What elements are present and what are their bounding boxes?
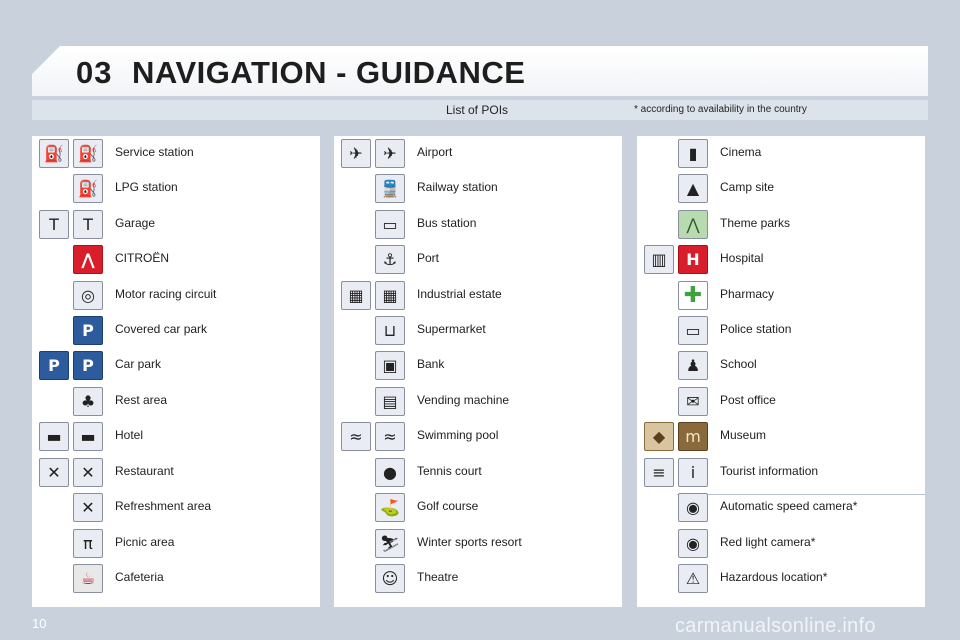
coffee-cup-icon: ☕	[73, 564, 103, 593]
poi-label: Theatre	[417, 570, 459, 584]
poi-label: Rest area	[115, 393, 168, 407]
museum-diamond-icon: ◆	[644, 422, 674, 451]
museum-m-icon: m	[678, 422, 708, 451]
poi-label: Hospital	[720, 251, 764, 265]
poi-label: Car park	[115, 357, 162, 371]
citroen-logo-icon: ⋀	[73, 245, 103, 274]
poi-row-vending	[334, 384, 622, 419]
poi-label: Vending machine	[417, 393, 510, 407]
poi-row-theatre	[334, 561, 622, 596]
poi-row-theme-parks	[637, 207, 925, 242]
poi-row-camp-site	[637, 171, 925, 206]
chapter-number: 03	[76, 55, 113, 90]
poi-label: Bus station	[417, 216, 477, 230]
poi-row-restaurant	[32, 455, 320, 490]
rest-area-icon: ♣	[73, 387, 103, 416]
poi-row-industrial	[334, 278, 622, 313]
skier-icon: ⛷	[375, 529, 405, 558]
poi-row-museum	[637, 419, 925, 454]
picnic-table-icon: π	[73, 529, 103, 558]
fuel-pump-icon: ⛽	[39, 139, 69, 168]
film-icon: ▮	[678, 139, 708, 168]
poi-label: Museum	[720, 428, 767, 442]
diver-icon: ≈	[341, 422, 371, 451]
poi-row-motor-racing	[32, 278, 320, 313]
poi-label: Police station	[720, 322, 792, 336]
poi-row-tourist-info	[637, 455, 925, 490]
hazard-warning-icon: ⚠	[678, 564, 708, 593]
train-icon: 🚆	[375, 174, 405, 203]
poi-panel-3	[637, 136, 925, 607]
poi-label: Cinema	[720, 145, 762, 159]
poi-label: Swimming pool	[417, 428, 499, 442]
bus-icon: ▭	[375, 210, 405, 239]
poi-row-citroen	[32, 242, 320, 277]
poi-label: Tennis court	[417, 464, 482, 478]
poi-label: Golf course	[417, 499, 479, 513]
covered-parking-icon: P	[73, 316, 103, 345]
poi-row-winter-sports	[334, 526, 622, 561]
parking-icon: P	[39, 351, 69, 380]
golf-icon: ⛳	[375, 493, 405, 522]
theme-park-icon: ⋀	[678, 210, 708, 239]
poi-panel-1	[32, 136, 320, 607]
poi-label: Port	[417, 251, 440, 265]
poi-row-speed-camera	[637, 490, 925, 525]
tent-icon: ▲	[678, 174, 708, 203]
poi-row-covered-car-park	[32, 313, 320, 348]
poi-label: Post office	[720, 393, 776, 407]
tennis-icon: ●	[375, 458, 405, 487]
airport-sign-icon: ✈	[341, 139, 371, 168]
pharmacy-cross-icon: ✚	[678, 281, 708, 310]
poi-row-golf	[334, 490, 622, 525]
ship-icon: ⚓	[375, 245, 405, 274]
plane-icon: ✈	[375, 139, 405, 168]
red-light-camera-icon: ◉	[678, 529, 708, 558]
poi-row-rest-area	[32, 384, 320, 419]
cutlery-icon: ✕	[39, 458, 69, 487]
info-icon: i	[678, 458, 708, 487]
poi-label: Winter sports resort	[417, 535, 522, 549]
poi-label: Cafeteria	[115, 570, 164, 584]
bank-icon: ▣	[375, 351, 405, 380]
children-icon: ♟	[678, 351, 708, 380]
poi-row-cinema	[637, 136, 925, 171]
poi-label: Red light camera*	[720, 535, 816, 549]
page-number: 10	[32, 616, 47, 631]
poi-label: Camp site	[720, 180, 775, 194]
poi-row-car-park	[32, 348, 320, 383]
poi-label: Pharmacy	[720, 287, 775, 301]
poi-row-refreshment	[32, 490, 320, 525]
shopping-cart-icon: ⊔	[375, 316, 405, 345]
poi-row-red-light-camera	[637, 526, 925, 561]
poi-label: Restaurant	[115, 464, 174, 478]
poi-row-bus	[334, 207, 622, 242]
poi-row-picnic	[32, 526, 320, 561]
refreshment-icon: ✕	[73, 493, 103, 522]
poi-row-bank	[334, 348, 622, 383]
poi-row-garage	[32, 207, 320, 242]
poi-row-lpg-station	[32, 171, 320, 206]
poi-label: Picnic area	[115, 535, 175, 549]
poi-label: Refreshment area	[115, 499, 212, 513]
poi-row-post-office	[637, 384, 925, 419]
industry-icon: ▦	[341, 281, 371, 310]
poi-row-railway	[334, 171, 622, 206]
race-circuit-icon: ◎	[73, 281, 103, 310]
availability-note: * according to availability in the country	[634, 104, 807, 115]
poi-panel-2	[334, 136, 622, 607]
poi-label: Automatic speed camera*	[720, 499, 858, 513]
poi-label: Bank	[417, 357, 445, 371]
wrench-icon: T	[39, 210, 69, 239]
poi-row-airport	[334, 136, 622, 171]
poi-label: Motor racing circuit	[115, 287, 217, 301]
wrench-icon: T	[73, 210, 103, 239]
poi-label: LPG station	[115, 180, 178, 194]
poi-row-tennis	[334, 455, 622, 490]
poi-row-hospital	[637, 242, 925, 277]
bed-icon: ▬	[39, 422, 69, 451]
poi-row-cafeteria	[32, 561, 320, 596]
poi-label: Supermarket	[417, 322, 486, 336]
page-title: NAVIGATION - GUIDANCE	[132, 55, 526, 90]
poi-label: CITROËN	[115, 251, 169, 265]
lpg-pump-icon: ⛽	[73, 174, 103, 203]
poi-label: School	[720, 357, 757, 371]
poi-row-pharmacy	[637, 278, 925, 313]
envelope-icon: ✉	[678, 387, 708, 416]
poi-label: Industrial estate	[417, 287, 502, 301]
hospital-h-icon: H	[678, 245, 708, 274]
poi-label: Tourist information	[720, 464, 819, 478]
poi-row-police	[637, 313, 925, 348]
theatre-icon: ☺	[375, 564, 405, 593]
poi-row-service-station	[32, 136, 320, 171]
parking-icon: P	[73, 351, 103, 380]
industry-icon: ▦	[375, 281, 405, 310]
bed-icon: ▬	[73, 422, 103, 451]
poi-row-port	[334, 242, 622, 277]
poi-label: Covered car park	[115, 322, 208, 336]
fuel-pump-icon: ⛽	[73, 139, 103, 168]
poi-row-hotel	[32, 419, 320, 454]
tourist-sign-icon: ≡	[644, 458, 674, 487]
cutlery-icon: ✕	[73, 458, 103, 487]
poi-row-school	[637, 348, 925, 383]
section-title: List of POIs	[446, 103, 509, 117]
poi-label: Service station	[115, 145, 194, 159]
poi-row-swimming	[334, 419, 622, 454]
poi-row-supermarket	[334, 313, 622, 348]
poi-label: Theme parks	[720, 216, 791, 230]
police-icon: ▭	[678, 316, 708, 345]
swimmer-icon: ≈	[375, 422, 405, 451]
poi-label: Airport	[417, 145, 453, 159]
vending-machine-icon: ▤	[375, 387, 405, 416]
poi-label: Hazardous location*	[720, 570, 828, 584]
poi-label: Hotel	[115, 428, 144, 442]
hospital-building-icon: ▥	[644, 245, 674, 274]
speed-camera-icon: ◉	[678, 493, 708, 522]
poi-label: Railway station	[417, 180, 498, 194]
watermark: carmanualsonline.info	[675, 615, 876, 637]
poi-label: Garage	[115, 216, 156, 230]
poi-row-hazard	[637, 561, 925, 596]
